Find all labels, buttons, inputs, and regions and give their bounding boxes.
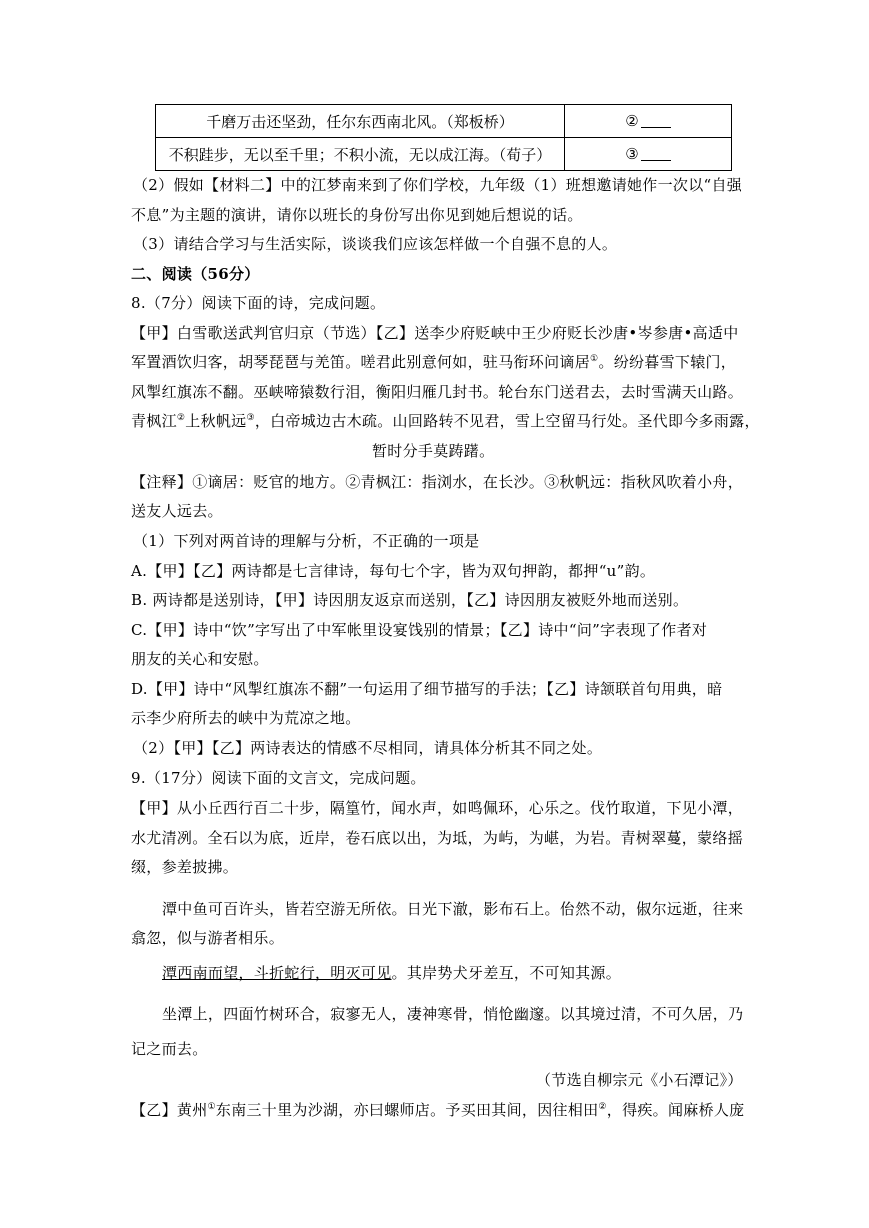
text-line: 风掣红旗冻不翻。巫峡啼猿数行泪，衡阳归雁几封书。轮台东门送君去，去时雪满天山路。 — [131, 383, 744, 401]
text-line: 【甲】白雪歌送武判官归京（节选）【乙】送李少府贬峡中王少府贬长沙唐•岑参唐•高适中 — [131, 324, 739, 342]
quote-cell: 不积跬步，无以至千里；不积小流，无以成江海。（荀子） — [156, 138, 565, 171]
option-b: B. 两诗都是送别诗，【甲】诗因朋友返京而送别，【乙】诗因朋友被贬外地而送别。 — [131, 591, 689, 609]
quote-cell: 千磨万击还坚劲，任尔东西南北风。（郑板桥） — [156, 105, 565, 138]
text-line: 【甲】从小丘西行百二十步，隔篁竹，闻水声，如鸣佩环，心乐之。伐竹取道，下见小潭， — [131, 799, 744, 817]
source-citation: （节选自柳宗元《小石潭记》） — [536, 1071, 743, 1089]
text-line: 记之而去。 — [131, 1040, 208, 1058]
text-line: 不息”为主题的演讲，请你以班长的身份写出你见到她后想说的话。 — [131, 206, 583, 224]
text-line: （2）假如【材料二】中的江梦南来到了你们学校，九年级（1）班想邀请她作一次以“自强 — [133, 176, 743, 194]
annotation-line: 【注释】①谪居：贬官的地方。②青枫江：指浏水，在长沙。③秋帆远：指秋风吹着小舟， — [131, 473, 744, 491]
option-d: D.【甲】诗中“风掣红旗冻不翻”一句运用了细节描写的手法；【乙】诗颔联首句用典，暗 — [131, 680, 723, 698]
option-d-cont: 示李少府所去的峡中为荒凉之地。 — [131, 709, 361, 727]
subquestion: （2）【甲】【乙】两诗表达的情感不尽相同，请具体分析其不同之处。 — [133, 739, 603, 757]
text-line: 潭中鱼可百许头，皆若空游无所依。日光下澈，影布石上。佁然不动，俶尔远逝，往来 — [162, 900, 744, 918]
text-line: 翕忽，似与游者相乐。 — [131, 929, 285, 947]
section-heading: 二、阅读（56分） — [131, 265, 260, 283]
text-line: 缀，参差披拂。 — [131, 858, 239, 876]
quote-table — [155, 104, 732, 171]
option-c-cont: 朋友的关心和安慰。 — [131, 650, 269, 668]
text-line: 军置酒饮归客，胡琴琵琶与羌笛。嗟君此别意何如，驻马衔环问谪居①。纷纷暮雪下辕门， — [131, 353, 737, 371]
subquestion: （1）下列对两首诗的理解与分析，不正确的一项是 — [133, 532, 480, 550]
text-line: 潭西南而望，斗折蛇行，明灭可见。其岸势犬牙差互，不可知其源。 — [162, 964, 622, 982]
option-c: C.【甲】诗中“饮”字写出了中军帐里设宴饯别的情景；【乙】诗中“问”字表现了作者对 — [131, 621, 708, 639]
text-line: （3）请结合学习与生活实际，谈谈我们应该怎样做一个自强不息的人。 — [133, 235, 618, 253]
answer-cell: ③ — [565, 138, 732, 171]
text-line: 青枫江②上秋帆远③，白帝城边古木疏。山回路转不见君，雪上空留马行处。圣代即今多雨露， — [131, 412, 760, 430]
underlined-sentence: 潭西南而望，斗折蛇行，明灭可见 — [162, 964, 392, 982]
table-row — [156, 105, 732, 138]
text-line: 【乙】黄州①东南三十里为沙湖，亦曰螺师店。予买田其间，因往相田②，得疾。闻麻桥人庞 — [131, 1101, 745, 1119]
text-line: 坐潭上，四面竹树环合，寂寥无人，凄神寒骨，悄怆幽邃。以其境过清，不可久居，乃 — [162, 1005, 744, 1023]
answer-cell: ② — [565, 105, 732, 138]
question-heading: 8.（7分）阅读下面的诗，完成问题。 — [131, 294, 386, 312]
annotation-line: 送友人远去。 — [131, 502, 223, 520]
answer-blank[interactable] — [641, 146, 671, 161]
text-line: 暂时分手莫踌躇。 — [372, 442, 495, 460]
table-row — [156, 138, 732, 171]
answer-blank[interactable] — [641, 113, 671, 128]
option-a: A.【甲】【乙】两诗都是七言律诗，每句七个字，皆为双句押韵，都押“u”韵。 — [131, 562, 656, 580]
text-line: 水尤清冽。全石以为底，近岸，卷石底以出，为坻，为屿，为嵁，为岩。青树翠蔓，蒙络摇 — [131, 829, 744, 847]
question-heading: 9.（17分）阅读下面的文言文，完成问题。 — [131, 769, 426, 787]
